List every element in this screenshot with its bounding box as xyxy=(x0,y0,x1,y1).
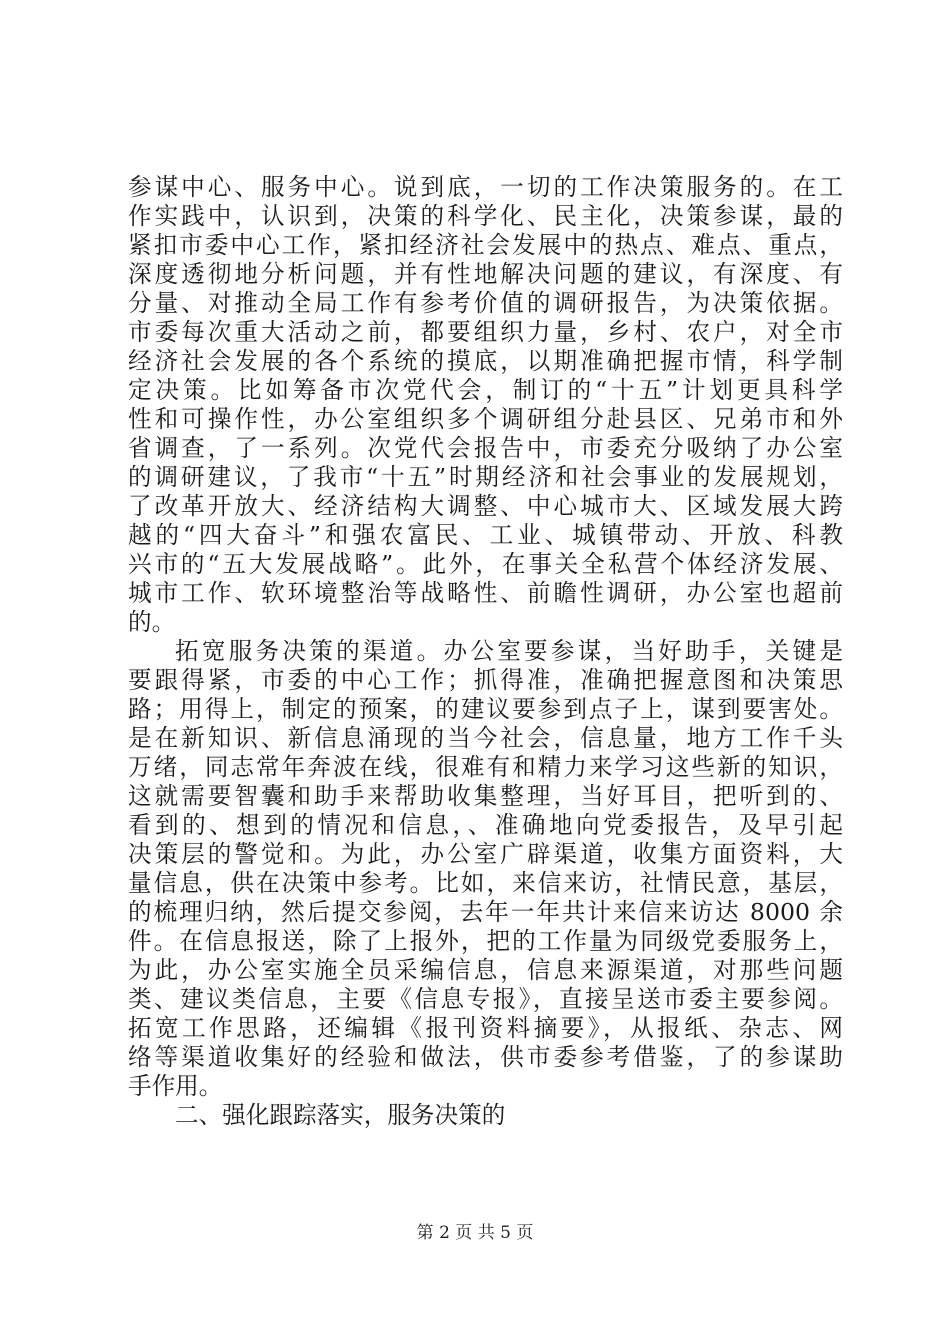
document-body xyxy=(128,173,843,1130)
text-line: 的梳理归纳，然后提交参阅，去年一年共计来信来访达 8000 余 xyxy=(128,898,843,926)
text-line: 分量、对推动全局工作有参考价值的调研报告，为决策依据。 xyxy=(128,289,843,317)
text-line: 万绪，同志常年奔波在线，很难有和精力来学习这些新的知识， xyxy=(128,753,843,781)
text-line: 决策层的警觉和。为此，办公室广辟渠道，收集方面资料，大 xyxy=(128,840,843,868)
text-line: 越的“四大奋斗”和强农富民、工业、城镇带动、开放、科教 xyxy=(128,521,843,549)
text-line: 络等渠道收集好的经验和做法，供市委参考借鉴，了的参谋助 xyxy=(128,1043,843,1071)
text-line: 性和可操作性，办公室组织多个调研组分赴县区、兄弟市和外 xyxy=(128,405,843,433)
text-line: 是在新知识、新信息涌现的当今社会，信息量，地方工作千头 xyxy=(128,724,843,752)
text-line: 省调查，了一系列。次党代会报告中，市委充分吸纳了办公室 xyxy=(128,434,843,462)
text-line: 类、建议类信息，主要《信息专报》，直接呈送市委主要参阅。 xyxy=(128,985,843,1013)
text-line: 作实践中，认识到，决策的科学化、民主化，决策参谋，最的 xyxy=(128,202,843,230)
text-line: 二、强化跟踪落实，服务决策的 xyxy=(175,1101,506,1129)
text-line: 的调研建议，了我市“十五”时期经济和社会事业的发展规划， xyxy=(128,463,843,491)
text-line: 要跟得紧，市委的中心工作；抓得准，准确把握意图和决策思 xyxy=(128,666,843,694)
text-line: 经济社会发展的各个系统的摸底，以期准确把握市情，科学制 xyxy=(128,347,843,375)
text-line: 路；用得上，制定的预案，的建议要参到点子上，谋到要害处。 xyxy=(128,695,843,723)
text-line: 兴市的“五大发展战略”。此外，在事关全私营个体经济发展、 xyxy=(128,550,843,578)
text-line: 件。在信息报送，除了上报外，把的工作量为同级党委服务上， xyxy=(128,927,843,955)
text-line: 拓宽服务决策的渠道。办公室要参谋，当好助手，关键是 xyxy=(175,637,843,665)
text-line: 定决策。比如筹备市次党代会，制订的“十五”计划更具科学 xyxy=(128,376,843,404)
text-line: 紧扣市委中心工作，紧扣经济社会发展中的热点、难点、重点， xyxy=(128,231,843,259)
text-line: 了改革开放大、经济结构大调整、中心城市大、区域发展大跨 xyxy=(128,492,843,520)
text-line: 这就需要智囊和助手来帮助收集整理，当好耳目，把听到的、 xyxy=(128,782,843,810)
text-line: 参谋中心、服务中心。说到底，一切的工作决策服务的。在工 xyxy=(128,173,843,201)
text-line: 市委每次重大活动之前，都要组织力量，乡村、农户，对全市 xyxy=(128,318,843,346)
text-line: 量信息，供在决策中参考。比如，来信来访，社情民意，基层， xyxy=(128,869,843,897)
text-line: 为此，办公室实施全员采编信息，信息来源渠道，对那些问题 xyxy=(128,956,843,984)
page-footer: 第 2 页 共 5 页 xyxy=(416,1223,534,1243)
text-line: 深度透彻地分析问题，并有性地解决问题的建议，有深度、有 xyxy=(128,260,843,288)
text-line: 的。 xyxy=(128,608,176,636)
text-line: 手作用。 xyxy=(128,1072,223,1100)
text-line: 看到的、想到的情况和信息，、准确地向党委报告，及早引起 xyxy=(128,811,843,839)
text-line: 拓宽工作思路，还编辑《报刊资料摘要》，从报纸、杂志、网 xyxy=(128,1014,843,1042)
text-line: 城市工作、软环境整治等战略性、前瞻性调研，办公室也超前 xyxy=(128,579,843,607)
